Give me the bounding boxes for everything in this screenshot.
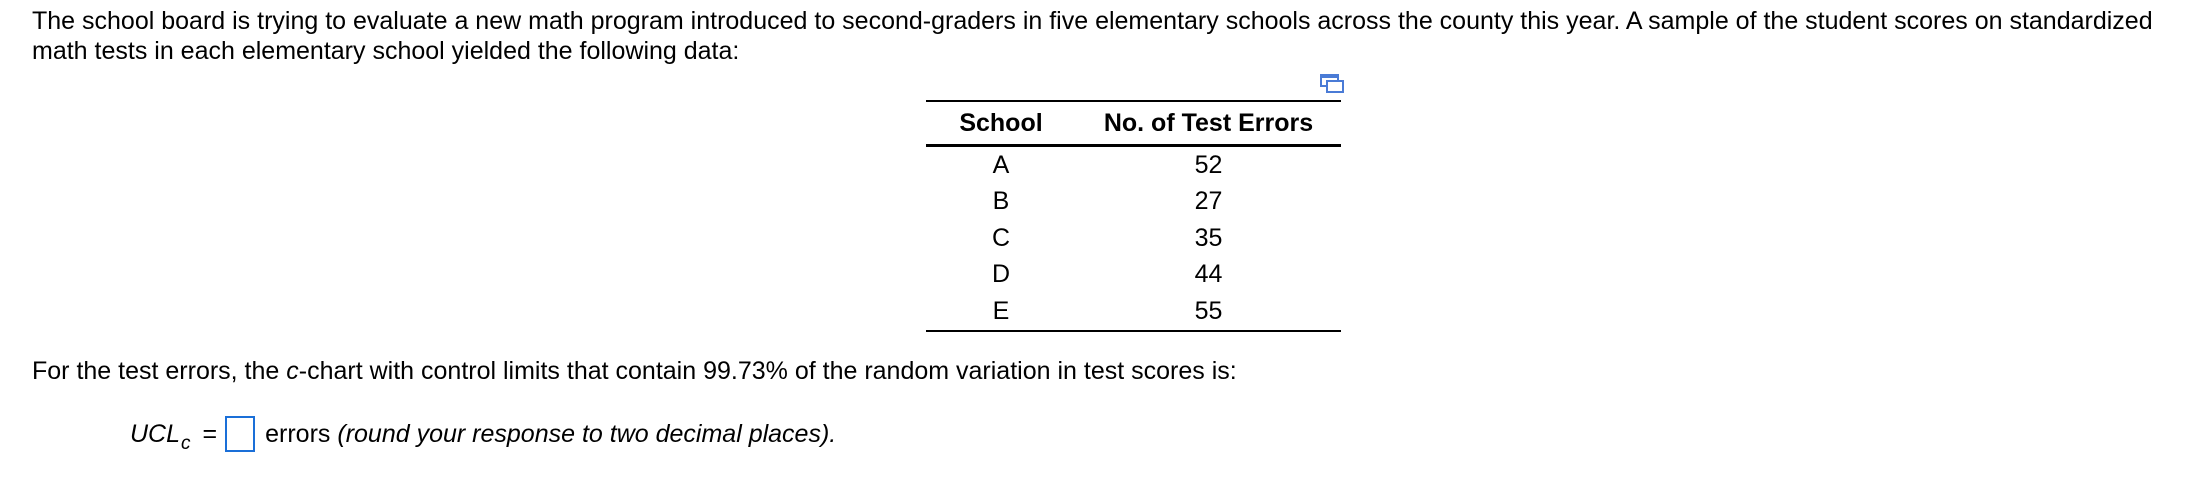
question-after: -chart with control limits that contain 99.73% of the random variation in test scores is: [298,357,1237,385]
test-errors-table [926,100,1341,332]
ucl-subscript: c [181,433,191,454]
data-table-container [926,100,1341,332]
unit-label: errors [265,420,331,448]
errors-cell: 52 [1194,150,1223,179]
errors-cell: 55 [1194,296,1223,325]
table-row [926,220,1341,257]
school-cell: E [992,296,1010,325]
copy-table-icon[interactable] [1319,73,1345,95]
errors-cell: 44 [1194,260,1223,289]
table-row [926,257,1341,294]
answer-line [130,416,836,452]
header-errors: No. of Test Errors [1103,108,1314,137]
ucl-label: UCL [130,420,181,448]
question-before: For the test errors, the [32,357,287,385]
table-row [926,146,1341,184]
school-cell: B [992,187,1010,216]
school-cell: C [991,223,1011,252]
question-text [32,356,1237,386]
errors-cell: 35 [1194,223,1223,252]
header-school: School [959,108,1043,137]
equals-sign: = [202,420,218,448]
problem-intro: The school board is trying to evaluate a new math program introduced to second-graders in five elementary schools across the county this year. A sample of the student scores on standardized math tests in each elementary school yielded the following data: [32,7,2153,65]
school-cell: A [992,150,1010,179]
table-row [926,184,1341,221]
ucl-answer-input[interactable] [225,416,255,452]
rounding-hint: (round your response to two decimal places). [337,420,837,448]
errors-cell: 27 [1194,187,1223,216]
question-italic: c [286,357,299,385]
school-cell: D [991,260,1011,289]
table-header-row [926,101,1341,146]
table-row [926,293,1341,331]
